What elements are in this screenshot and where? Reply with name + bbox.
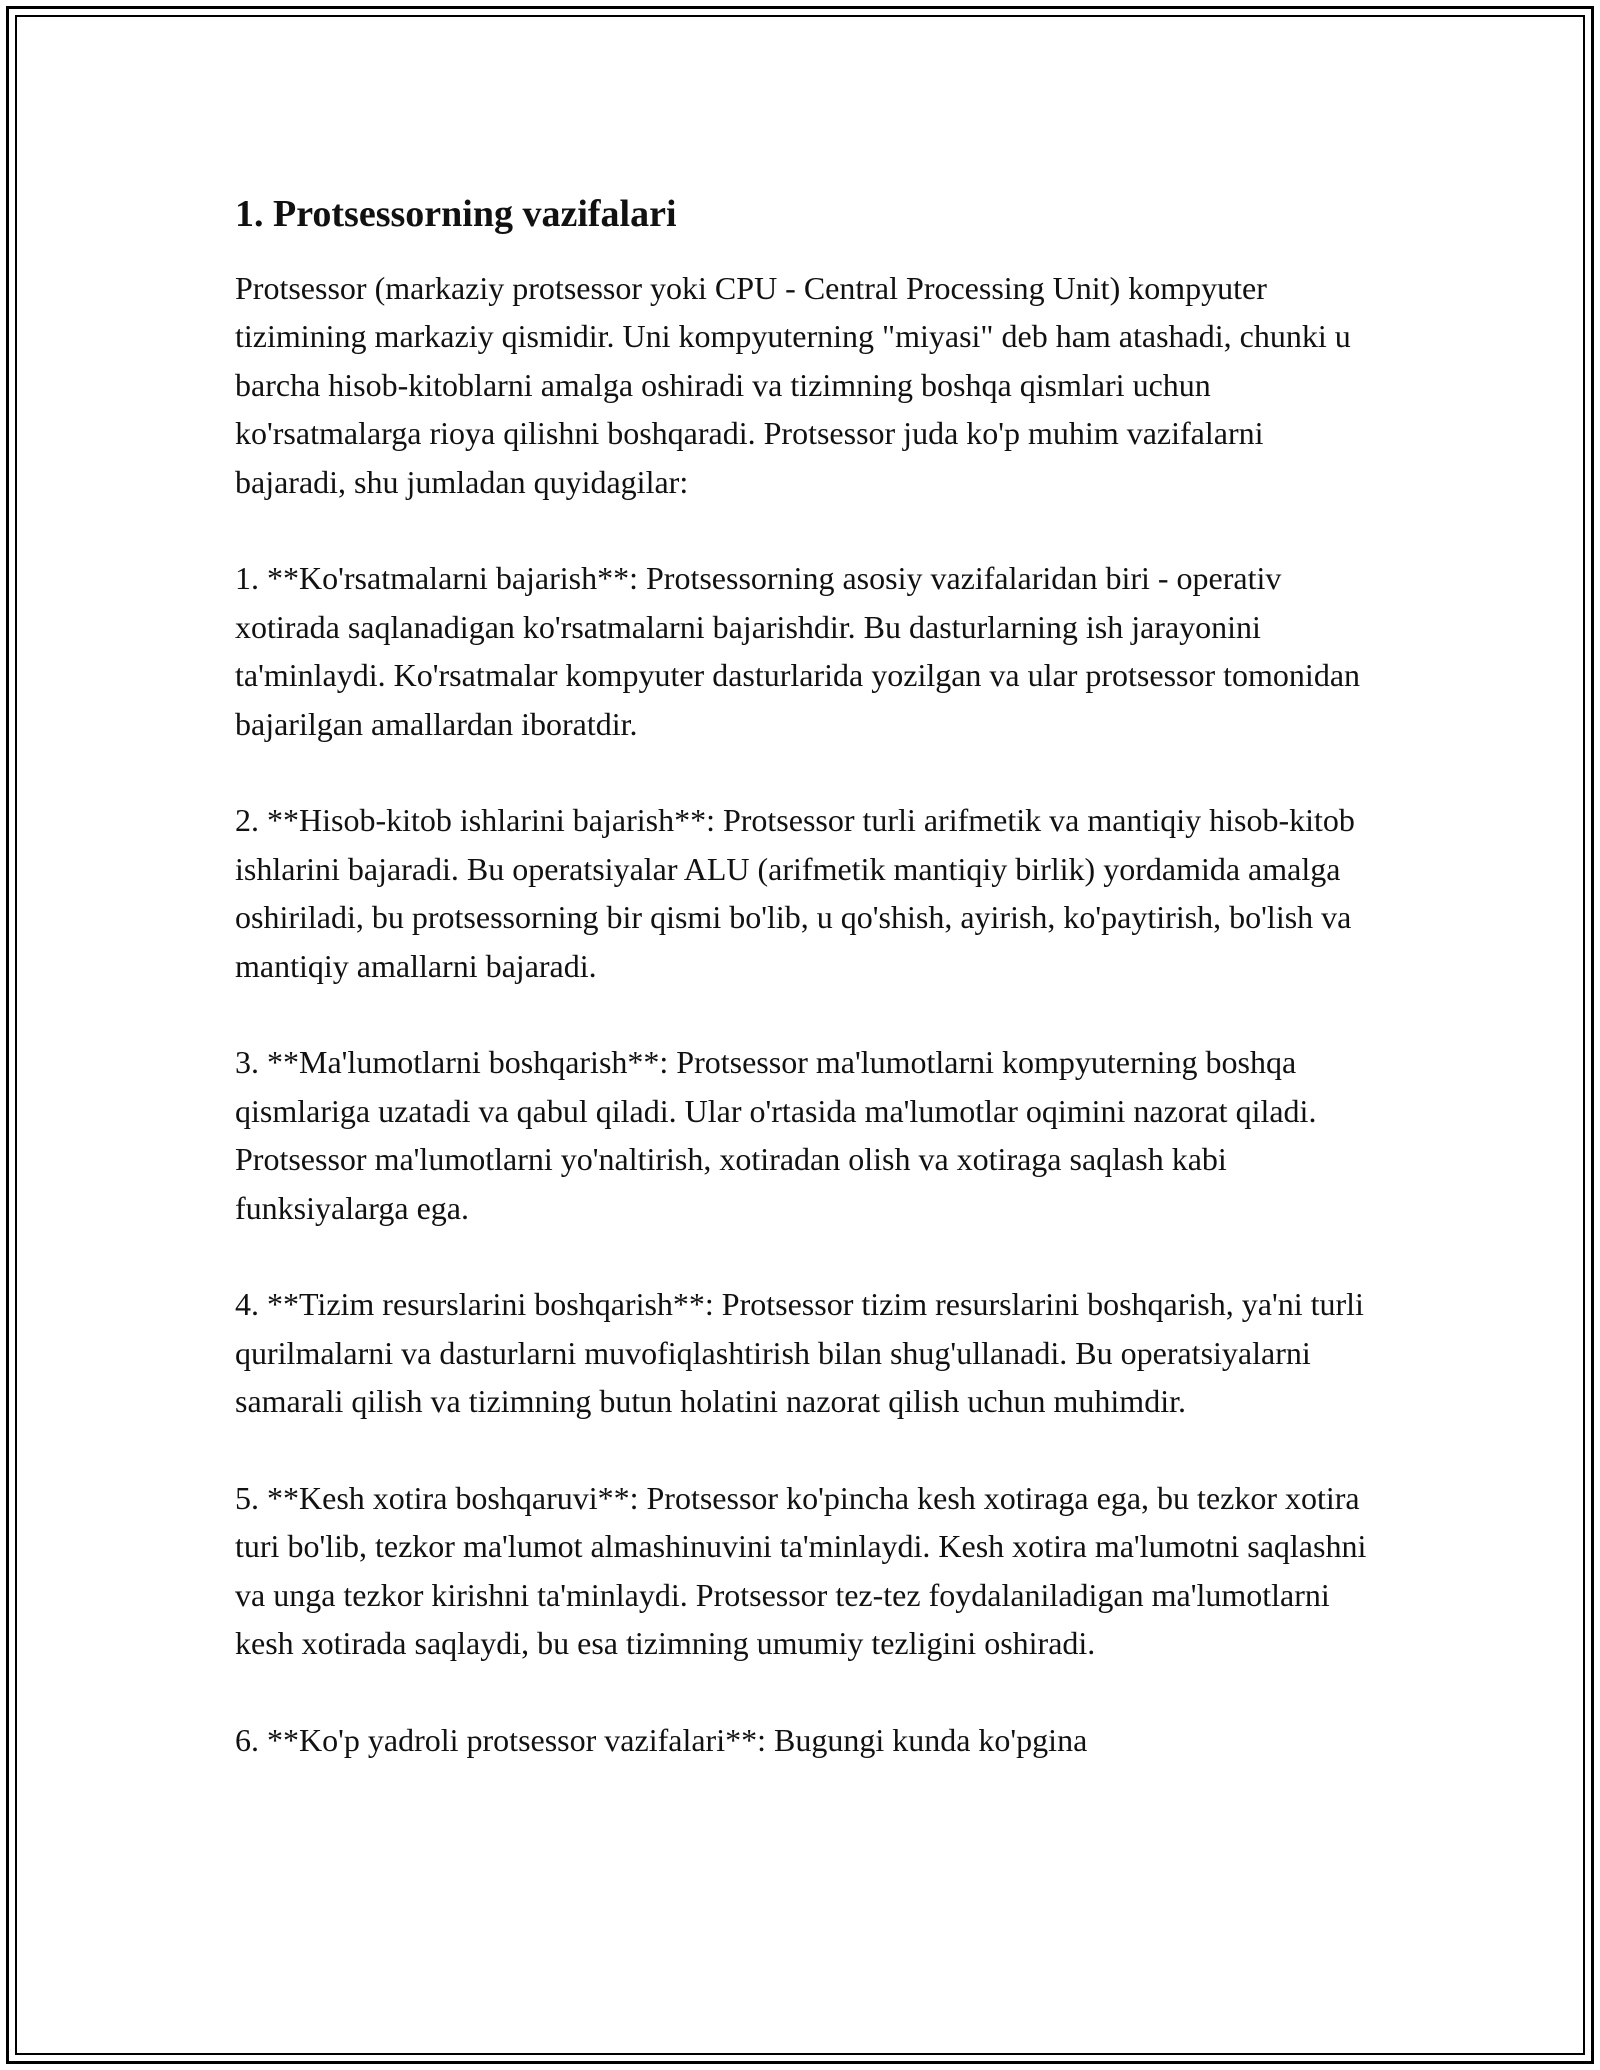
document-title: 1. Protsessorning vazifalari xyxy=(235,193,677,235)
list-item-3: 3. **Ma'lumotlarni boshqarish**: Protsessor ma'lumotlarni kompyuterning boshqa qismlariga uzatadi va qabul qiladi. Ular o'rtasida ma'lumotlar oqimini nazorat qiladi. Protsessor ma'lumotlarni yo'naltirish, xotiradan olish va xotiraga saqlash kabi funksiyalarga ega. xyxy=(235,1044,1317,1226)
document-body xyxy=(235,190,1375,1813)
list-item-1: 1. **Ko'rsatmalarni bajarish**: Protsessorning asosiy vazifalaridan biri - operativ xotirada saqlanadigan ko'rsatmalarni bajarishdir. Bu dasturlarning ish jarayonini ta'minlaydi. Ko'rsatmalar kompyuter dasturlarida yozilgan va ular protsessor tomonidan bajarilgan amallardan iboratdir. xyxy=(235,560,1361,742)
list-item-2: 2. **Hisob-kitob ishlarini bajarish**: Protsessor turli arifmetik va mantiqiy hisob-kitob ishlarini bajaradi. Bu operatsiyalar ALU (arifmetik mantiqiy birlik) yordamida amalga oshiriladi, bu protsessorning bir qismi bo'lib, u qo'shish, ayirish, ko'paytirish, bo'lish va mantiqiy amallarni bajaradi. xyxy=(235,802,1355,984)
intro-paragraph: Protsessor (markaziy protsessor yoki CPU - Central Processing Unit) kompyuter tizimining markaziy qismidir. Uni kompyuterning "miyasi" deb ham atashadi, chunki u barcha hisob-kitoblarni amalga oshiradi va tizimning boshqa qismlari uchun ko'rsatmalarga rioya qilishni boshqaradi. Protsessor juda ko'p muhim vazifalarni bajaradi, shu jumladan quyidagilar: xyxy=(235,270,1351,500)
list-item-5: 5. **Kesh xotira boshqaruvi**: Protsessor ko'pincha kesh xotiraga ega, bu tezkor xotira turi bo'lib, tezkor ma'lumot almashinuvini ta'minlaydi. Kesh xotira ma'lumotni saqlashni va unga tezkor kirishni ta'minlaydi. Protsessor tez-tez foydalaniladigan ma'lumotlarni kesh xotirada saqlaydi, bu esa tizimning umumiy tezligini oshiradi. xyxy=(235,1480,1367,1662)
list-item-4: 4. **Tizim resurslarini boshqarish**: Protsessor tizim resurslarini boshqarish, ya'ni turli qurilmalarni va dasturlarni muvofiqlashtirish bilan shug'ullanadi. Bu operatsiyalarni samarali qilish va tizimning butun holatini nazorat qilish uchun muhimdir. xyxy=(235,1286,1364,1420)
list-item-6: 6. **Ko'p yadroli protsessor vazifalari**: Bugungi kunda ko'pgina xyxy=(235,1722,1088,1759)
